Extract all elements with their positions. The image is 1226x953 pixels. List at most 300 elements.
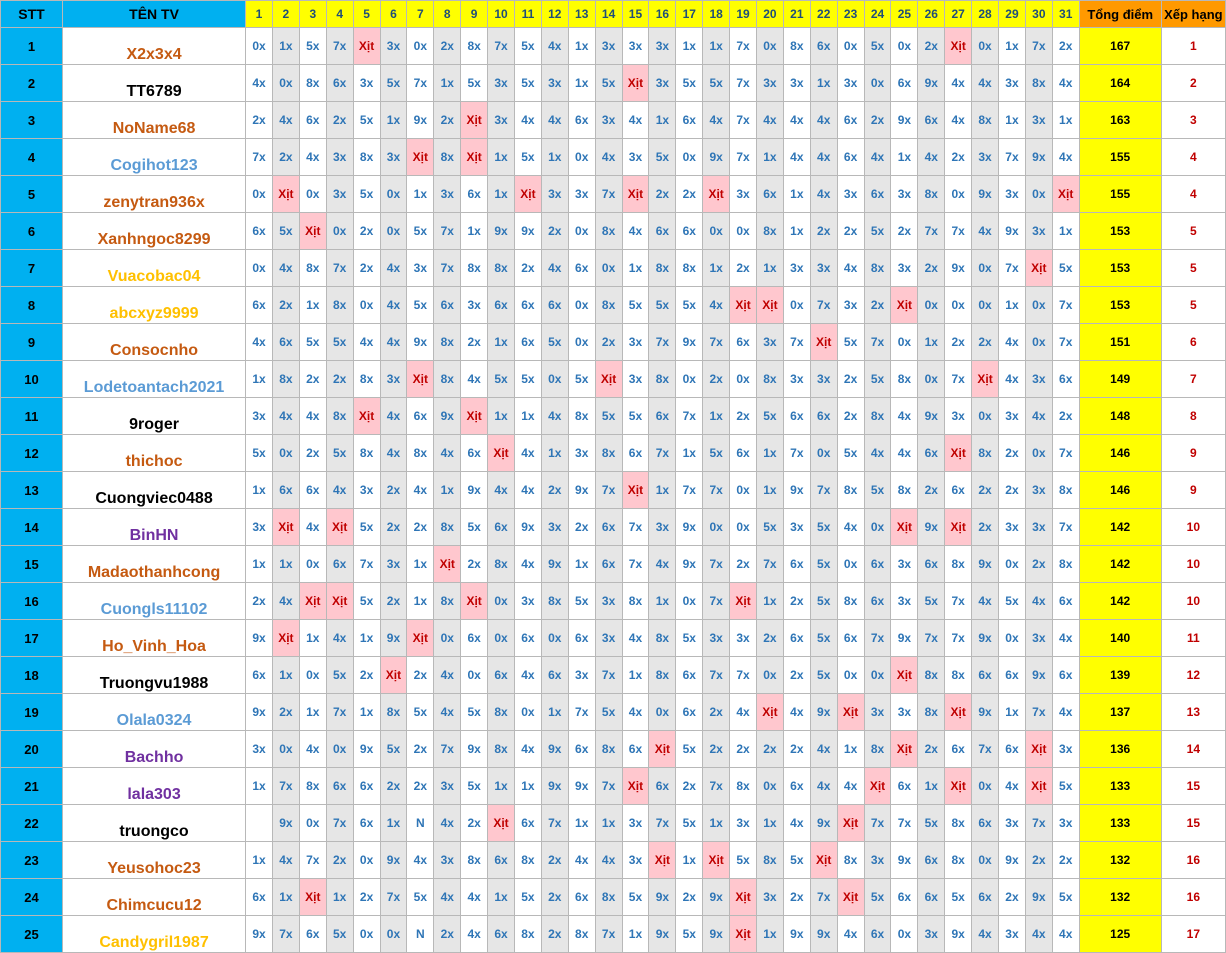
round-cell: 7x bbox=[756, 546, 783, 583]
round-cell: 6x bbox=[568, 620, 595, 657]
round-cell: 6x bbox=[1052, 361, 1079, 398]
round-cell: 7x bbox=[1025, 28, 1052, 65]
round-cell: 1x bbox=[756, 805, 783, 842]
round-cell: 6x bbox=[488, 509, 515, 546]
round-cell: 6x bbox=[246, 879, 273, 916]
round-cell: 7x bbox=[326, 694, 353, 731]
round-cell: 5x bbox=[568, 361, 595, 398]
round-cell: 2x bbox=[864, 102, 891, 139]
round-cell: 0x bbox=[837, 546, 864, 583]
round-cell: 8x bbox=[945, 842, 972, 879]
rank-value: 8 bbox=[1161, 398, 1225, 435]
round-cell: 7x bbox=[972, 731, 999, 768]
round-cell: 6x bbox=[783, 620, 810, 657]
round-cell: 7x bbox=[595, 916, 622, 953]
round-cell: 6x bbox=[972, 805, 999, 842]
round-cell: 8x bbox=[434, 139, 461, 176]
table-row bbox=[1, 361, 1226, 398]
round-cell: 4x bbox=[380, 250, 407, 287]
header-round-23: 23 bbox=[837, 1, 864, 28]
row-stt: 5 bbox=[1, 176, 63, 213]
round-cell: 1x bbox=[756, 250, 783, 287]
round-cell: 2x bbox=[380, 472, 407, 509]
round-cell: Xịt bbox=[649, 842, 676, 879]
round-cell: Xịt bbox=[756, 694, 783, 731]
round-cell: 4x bbox=[380, 287, 407, 324]
round-cell: 2x bbox=[407, 768, 434, 805]
round-cell: 6x bbox=[514, 287, 541, 324]
round-cell: 7x bbox=[353, 546, 380, 583]
round-cell: 3x bbox=[326, 139, 353, 176]
round-cell: 3x bbox=[595, 102, 622, 139]
round-cell: 5x bbox=[326, 916, 353, 953]
round-cell: Xịt bbox=[622, 472, 649, 509]
round-cell: 5x bbox=[622, 879, 649, 916]
row-stt: 23 bbox=[1, 842, 63, 879]
round-cell: 6x bbox=[299, 916, 326, 953]
round-cell: 8x bbox=[353, 361, 380, 398]
round-cell: 8x bbox=[353, 435, 380, 472]
round-cell: 9x bbox=[246, 694, 273, 731]
round-cell: 2x bbox=[649, 176, 676, 213]
header-round-8: 8 bbox=[434, 1, 461, 28]
round-cell: 4x bbox=[434, 805, 461, 842]
header-round-12: 12 bbox=[541, 1, 568, 28]
round-cell: 6x bbox=[999, 657, 1026, 694]
round-cell: 5x bbox=[595, 398, 622, 435]
round-cell: 5x bbox=[353, 583, 380, 620]
round-cell: 0x bbox=[353, 916, 380, 953]
rank-value: 14 bbox=[1161, 731, 1225, 768]
round-cell: 3x bbox=[837, 287, 864, 324]
round-cell: 0x bbox=[918, 361, 945, 398]
round-cell: 8x bbox=[756, 361, 783, 398]
round-cell: 8x bbox=[407, 435, 434, 472]
round-cell: 9x bbox=[514, 509, 541, 546]
round-cell: N bbox=[407, 916, 434, 953]
round-cell: 3x bbox=[864, 694, 891, 731]
header-round-11: 11 bbox=[514, 1, 541, 28]
round-cell: 5x bbox=[380, 65, 407, 102]
round-cell: Xịt bbox=[299, 879, 326, 916]
round-cell: 3x bbox=[891, 583, 918, 620]
round-cell: 8x bbox=[864, 250, 891, 287]
row-stt: 4 bbox=[1, 139, 63, 176]
round-cell: 2x bbox=[380, 509, 407, 546]
round-cell: Xịt bbox=[407, 361, 434, 398]
round-cell: 9x bbox=[783, 472, 810, 509]
row-stt: 18 bbox=[1, 657, 63, 694]
round-cell: 2x bbox=[783, 879, 810, 916]
round-cell: 0x bbox=[676, 583, 703, 620]
round-cell: 0x bbox=[972, 287, 999, 324]
round-cell: 1x bbox=[407, 176, 434, 213]
round-cell: Xịt bbox=[864, 768, 891, 805]
round-cell: 6x bbox=[568, 250, 595, 287]
round-cell: Xịt bbox=[272, 176, 299, 213]
member-name: X2x3x4 bbox=[63, 28, 246, 65]
round-cell: 7x bbox=[864, 324, 891, 361]
round-cell: 0x bbox=[541, 620, 568, 657]
round-cell: 4x bbox=[972, 213, 999, 250]
round-cell: 4x bbox=[514, 731, 541, 768]
round-cell: 8x bbox=[326, 287, 353, 324]
table-row bbox=[1, 731, 1226, 768]
header-round-17: 17 bbox=[676, 1, 703, 28]
round-cell: Xịt bbox=[1052, 176, 1079, 213]
round-cell: 8x bbox=[622, 583, 649, 620]
round-cell: 2x bbox=[945, 139, 972, 176]
round-cell: 8x bbox=[568, 916, 595, 953]
row-stt: 10 bbox=[1, 361, 63, 398]
table-row bbox=[1, 65, 1226, 102]
round-cell: 7x bbox=[945, 620, 972, 657]
header-rank: Xếp hạng bbox=[1161, 1, 1225, 28]
round-cell: 3x bbox=[622, 28, 649, 65]
round-cell: 2x bbox=[246, 583, 273, 620]
round-cell: Xịt bbox=[730, 583, 757, 620]
round-cell: 8x bbox=[945, 546, 972, 583]
rank-value: 4 bbox=[1161, 139, 1225, 176]
member-name: Cuongviec0488 bbox=[63, 472, 246, 509]
round-cell: 5x bbox=[622, 287, 649, 324]
round-cell: 2x bbox=[461, 324, 488, 361]
row-stt: 20 bbox=[1, 731, 63, 768]
round-cell: 7x bbox=[434, 250, 461, 287]
round-cell: 0x bbox=[999, 546, 1026, 583]
round-cell: 4x bbox=[703, 287, 730, 324]
round-cell: 1x bbox=[380, 805, 407, 842]
round-cell: 4x bbox=[246, 324, 273, 361]
round-cell: 6x bbox=[514, 324, 541, 361]
total-score: 142 bbox=[1079, 509, 1161, 546]
member-name: truongco bbox=[63, 805, 246, 842]
round-cell: 4x bbox=[1052, 694, 1079, 731]
round-cell: 9x bbox=[676, 546, 703, 583]
round-cell: 0x bbox=[299, 657, 326, 694]
round-cell: 0x bbox=[972, 842, 999, 879]
round-cell: 1x bbox=[488, 176, 515, 213]
round-cell: 8x bbox=[649, 620, 676, 657]
round-cell: 1x bbox=[999, 694, 1026, 731]
round-cell: 0x bbox=[649, 694, 676, 731]
round-cell: 9x bbox=[461, 731, 488, 768]
round-cell: 5x bbox=[568, 583, 595, 620]
round-cell: 4x bbox=[407, 842, 434, 879]
round-cell: 7x bbox=[488, 28, 515, 65]
round-cell: 8x bbox=[918, 694, 945, 731]
table-row bbox=[1, 28, 1226, 65]
table-row bbox=[1, 768, 1226, 805]
round-cell: 4x bbox=[272, 102, 299, 139]
round-cell: 7x bbox=[272, 916, 299, 953]
round-cell: 4x bbox=[1052, 916, 1079, 953]
round-cell: 2x bbox=[945, 324, 972, 361]
round-cell: 8x bbox=[299, 768, 326, 805]
round-cell: 8x bbox=[595, 213, 622, 250]
round-cell: 4x bbox=[972, 916, 999, 953]
round-cell: 2x bbox=[703, 361, 730, 398]
round-cell: 3x bbox=[595, 583, 622, 620]
round-cell: 7x bbox=[703, 546, 730, 583]
round-cell: 4x bbox=[864, 435, 891, 472]
round-cell: 1x bbox=[272, 879, 299, 916]
round-cell: 7x bbox=[864, 805, 891, 842]
round-cell: 1x bbox=[353, 620, 380, 657]
rank-value: 15 bbox=[1161, 805, 1225, 842]
round-cell: 5x bbox=[461, 768, 488, 805]
round-cell: 5x bbox=[810, 509, 837, 546]
round-cell: 3x bbox=[999, 398, 1026, 435]
round-cell: 1x bbox=[756, 139, 783, 176]
round-cell: 2x bbox=[434, 28, 461, 65]
round-cell: 1x bbox=[568, 805, 595, 842]
rank-value: 13 bbox=[1161, 694, 1225, 731]
round-cell: Xịt bbox=[272, 620, 299, 657]
round-cell: 3x bbox=[999, 916, 1026, 953]
round-cell: 2x bbox=[972, 472, 999, 509]
round-cell: 9x bbox=[514, 213, 541, 250]
round-cell: 4x bbox=[272, 250, 299, 287]
header-round-14: 14 bbox=[595, 1, 622, 28]
round-cell: 2x bbox=[541, 472, 568, 509]
round-cell: 7x bbox=[1052, 287, 1079, 324]
round-cell: 9x bbox=[999, 213, 1026, 250]
round-cell: 2x bbox=[353, 213, 380, 250]
round-cell: 5x bbox=[649, 139, 676, 176]
round-cell: 6x bbox=[514, 620, 541, 657]
round-cell: 5x bbox=[756, 398, 783, 435]
round-cell: 2x bbox=[407, 657, 434, 694]
round-cell: 3x bbox=[1025, 509, 1052, 546]
round-cell: 1x bbox=[891, 139, 918, 176]
round-cell: 2x bbox=[756, 620, 783, 657]
round-cell: 9x bbox=[353, 731, 380, 768]
round-cell: Xịt bbox=[1025, 768, 1052, 805]
round-cell: 4x bbox=[353, 324, 380, 361]
round-cell: 6x bbox=[676, 213, 703, 250]
round-cell: Xịt bbox=[461, 139, 488, 176]
round-cell: 3x bbox=[649, 28, 676, 65]
table-row bbox=[1, 916, 1226, 953]
round-cell: 1x bbox=[272, 657, 299, 694]
round-cell: 3x bbox=[783, 361, 810, 398]
round-cell: 4x bbox=[326, 472, 353, 509]
rank-value: 3 bbox=[1161, 102, 1225, 139]
round-cell: Xịt bbox=[756, 287, 783, 324]
round-cell: 8x bbox=[488, 250, 515, 287]
round-cell: 1x bbox=[514, 768, 541, 805]
round-cell: 7x bbox=[891, 805, 918, 842]
round-cell: 9x bbox=[246, 916, 273, 953]
round-cell: 4x bbox=[810, 139, 837, 176]
round-cell: 6x bbox=[1052, 583, 1079, 620]
table-body bbox=[1, 28, 1226, 953]
round-cell: 3x bbox=[999, 509, 1026, 546]
round-cell: 2x bbox=[568, 509, 595, 546]
round-cell: 2x bbox=[326, 102, 353, 139]
round-cell: 4x bbox=[1025, 583, 1052, 620]
round-cell: 8x bbox=[945, 657, 972, 694]
member-name: TT6789 bbox=[63, 65, 246, 102]
round-cell: 5x bbox=[407, 879, 434, 916]
round-cell: Xịt bbox=[810, 324, 837, 361]
round-cell: 2x bbox=[272, 139, 299, 176]
round-cell: 5x bbox=[703, 65, 730, 102]
round-cell: 3x bbox=[891, 176, 918, 213]
round-cell: 4x bbox=[810, 731, 837, 768]
header-round-9: 9 bbox=[461, 1, 488, 28]
table-row bbox=[1, 879, 1226, 916]
round-cell: 1x bbox=[676, 842, 703, 879]
round-cell: 6x bbox=[246, 287, 273, 324]
round-cell: 3x bbox=[622, 324, 649, 361]
round-cell: 3x bbox=[730, 805, 757, 842]
round-cell: 4x bbox=[272, 842, 299, 879]
round-cell: 6x bbox=[783, 398, 810, 435]
round-cell: 7x bbox=[810, 879, 837, 916]
round-cell: 6x bbox=[246, 657, 273, 694]
round-cell: 0x bbox=[1025, 176, 1052, 213]
round-cell: 2x bbox=[999, 435, 1026, 472]
round-cell: 3x bbox=[541, 176, 568, 213]
round-cell: 0x bbox=[783, 287, 810, 324]
header-round-28: 28 bbox=[972, 1, 999, 28]
round-cell: 8x bbox=[676, 250, 703, 287]
round-cell: 0x bbox=[1025, 324, 1052, 361]
round-cell: 3x bbox=[837, 176, 864, 213]
header-round-20: 20 bbox=[756, 1, 783, 28]
round-cell: 0x bbox=[246, 250, 273, 287]
round-cell: 7x bbox=[595, 472, 622, 509]
round-cell: 1x bbox=[488, 879, 515, 916]
round-cell: 6x bbox=[918, 842, 945, 879]
header-round-3: 3 bbox=[299, 1, 326, 28]
header-name: TÊN TV bbox=[63, 1, 246, 28]
round-cell: 8x bbox=[783, 28, 810, 65]
round-cell: 1x bbox=[326, 879, 353, 916]
round-cell: 9x bbox=[703, 879, 730, 916]
round-cell: Xịt bbox=[514, 176, 541, 213]
round-cell: 2x bbox=[810, 213, 837, 250]
round-cell: 3x bbox=[999, 176, 1026, 213]
round-cell: 9x bbox=[945, 250, 972, 287]
round-cell: 1x bbox=[246, 842, 273, 879]
total-score: 137 bbox=[1079, 694, 1161, 731]
round-cell: 8x bbox=[918, 176, 945, 213]
round-cell: 5x bbox=[299, 324, 326, 361]
round-cell: 0x bbox=[972, 28, 999, 65]
round-cell bbox=[246, 805, 273, 842]
round-cell: 0x bbox=[246, 176, 273, 213]
round-cell: Xịt bbox=[810, 842, 837, 879]
round-cell: 2x bbox=[783, 583, 810, 620]
round-cell: 3x bbox=[891, 694, 918, 731]
round-cell: 4x bbox=[514, 546, 541, 583]
round-cell: 2x bbox=[434, 102, 461, 139]
round-cell: 4x bbox=[299, 509, 326, 546]
rank-value: 5 bbox=[1161, 250, 1225, 287]
rank-value: 5 bbox=[1161, 213, 1225, 250]
member-name: 9roger bbox=[63, 398, 246, 435]
round-cell: Xịt bbox=[1025, 731, 1052, 768]
round-cell: Xịt bbox=[730, 916, 757, 953]
round-cell: 3x bbox=[568, 176, 595, 213]
round-cell: 3x bbox=[1025, 361, 1052, 398]
round-cell: 6x bbox=[810, 28, 837, 65]
round-cell: 0x bbox=[837, 657, 864, 694]
round-cell: 4x bbox=[380, 435, 407, 472]
round-cell: 0x bbox=[756, 768, 783, 805]
round-cell: 9x bbox=[918, 509, 945, 546]
total-score: 153 bbox=[1079, 213, 1161, 250]
round-cell: 0x bbox=[837, 28, 864, 65]
round-cell: 3x bbox=[622, 842, 649, 879]
round-cell: 5x bbox=[676, 805, 703, 842]
total-score: 149 bbox=[1079, 361, 1161, 398]
round-cell: 0x bbox=[299, 176, 326, 213]
member-name: Xanhngoc8299 bbox=[63, 213, 246, 250]
round-cell: 2x bbox=[999, 472, 1026, 509]
header-round-25: 25 bbox=[891, 1, 918, 28]
round-cell: 5x bbox=[380, 731, 407, 768]
round-cell: 8x bbox=[434, 583, 461, 620]
round-cell: 2x bbox=[972, 509, 999, 546]
total-score: 142 bbox=[1079, 583, 1161, 620]
member-name: abcxyz9999 bbox=[63, 287, 246, 324]
round-cell: 2x bbox=[783, 731, 810, 768]
round-cell: 1x bbox=[622, 916, 649, 953]
round-cell: 0x bbox=[1025, 287, 1052, 324]
round-cell: 1x bbox=[1052, 213, 1079, 250]
round-cell: 4x bbox=[1025, 398, 1052, 435]
round-cell: 6x bbox=[299, 102, 326, 139]
round-cell: 7x bbox=[703, 583, 730, 620]
round-cell: 1x bbox=[837, 731, 864, 768]
round-cell: 8x bbox=[541, 583, 568, 620]
round-cell: 0x bbox=[488, 620, 515, 657]
round-cell: 1x bbox=[353, 694, 380, 731]
round-cell: 0x bbox=[246, 28, 273, 65]
round-cell: 0x bbox=[514, 694, 541, 731]
round-cell: 5x bbox=[595, 65, 622, 102]
round-cell: 4x bbox=[837, 250, 864, 287]
table-row bbox=[1, 805, 1226, 842]
round-cell: 6x bbox=[326, 546, 353, 583]
round-cell: 6x bbox=[568, 102, 595, 139]
total-score: 132 bbox=[1079, 842, 1161, 879]
round-cell: 2x bbox=[272, 287, 299, 324]
round-cell: 0x bbox=[272, 435, 299, 472]
round-cell: 4x bbox=[703, 102, 730, 139]
round-cell: 8x bbox=[461, 250, 488, 287]
round-cell: 1x bbox=[541, 694, 568, 731]
round-cell: 2x bbox=[1052, 398, 1079, 435]
round-cell: 3x bbox=[246, 731, 273, 768]
round-cell: 5x bbox=[864, 28, 891, 65]
round-cell: Xịt bbox=[837, 805, 864, 842]
round-cell: 6x bbox=[972, 657, 999, 694]
round-cell: 7x bbox=[676, 398, 703, 435]
round-cell: 2x bbox=[837, 361, 864, 398]
round-cell: 0x bbox=[272, 65, 299, 102]
round-cell: 3x bbox=[730, 176, 757, 213]
round-cell: 6x bbox=[622, 731, 649, 768]
round-cell: 3x bbox=[434, 176, 461, 213]
round-cell: 0x bbox=[380, 213, 407, 250]
round-cell: 0x bbox=[676, 139, 703, 176]
round-cell: 2x bbox=[999, 879, 1026, 916]
